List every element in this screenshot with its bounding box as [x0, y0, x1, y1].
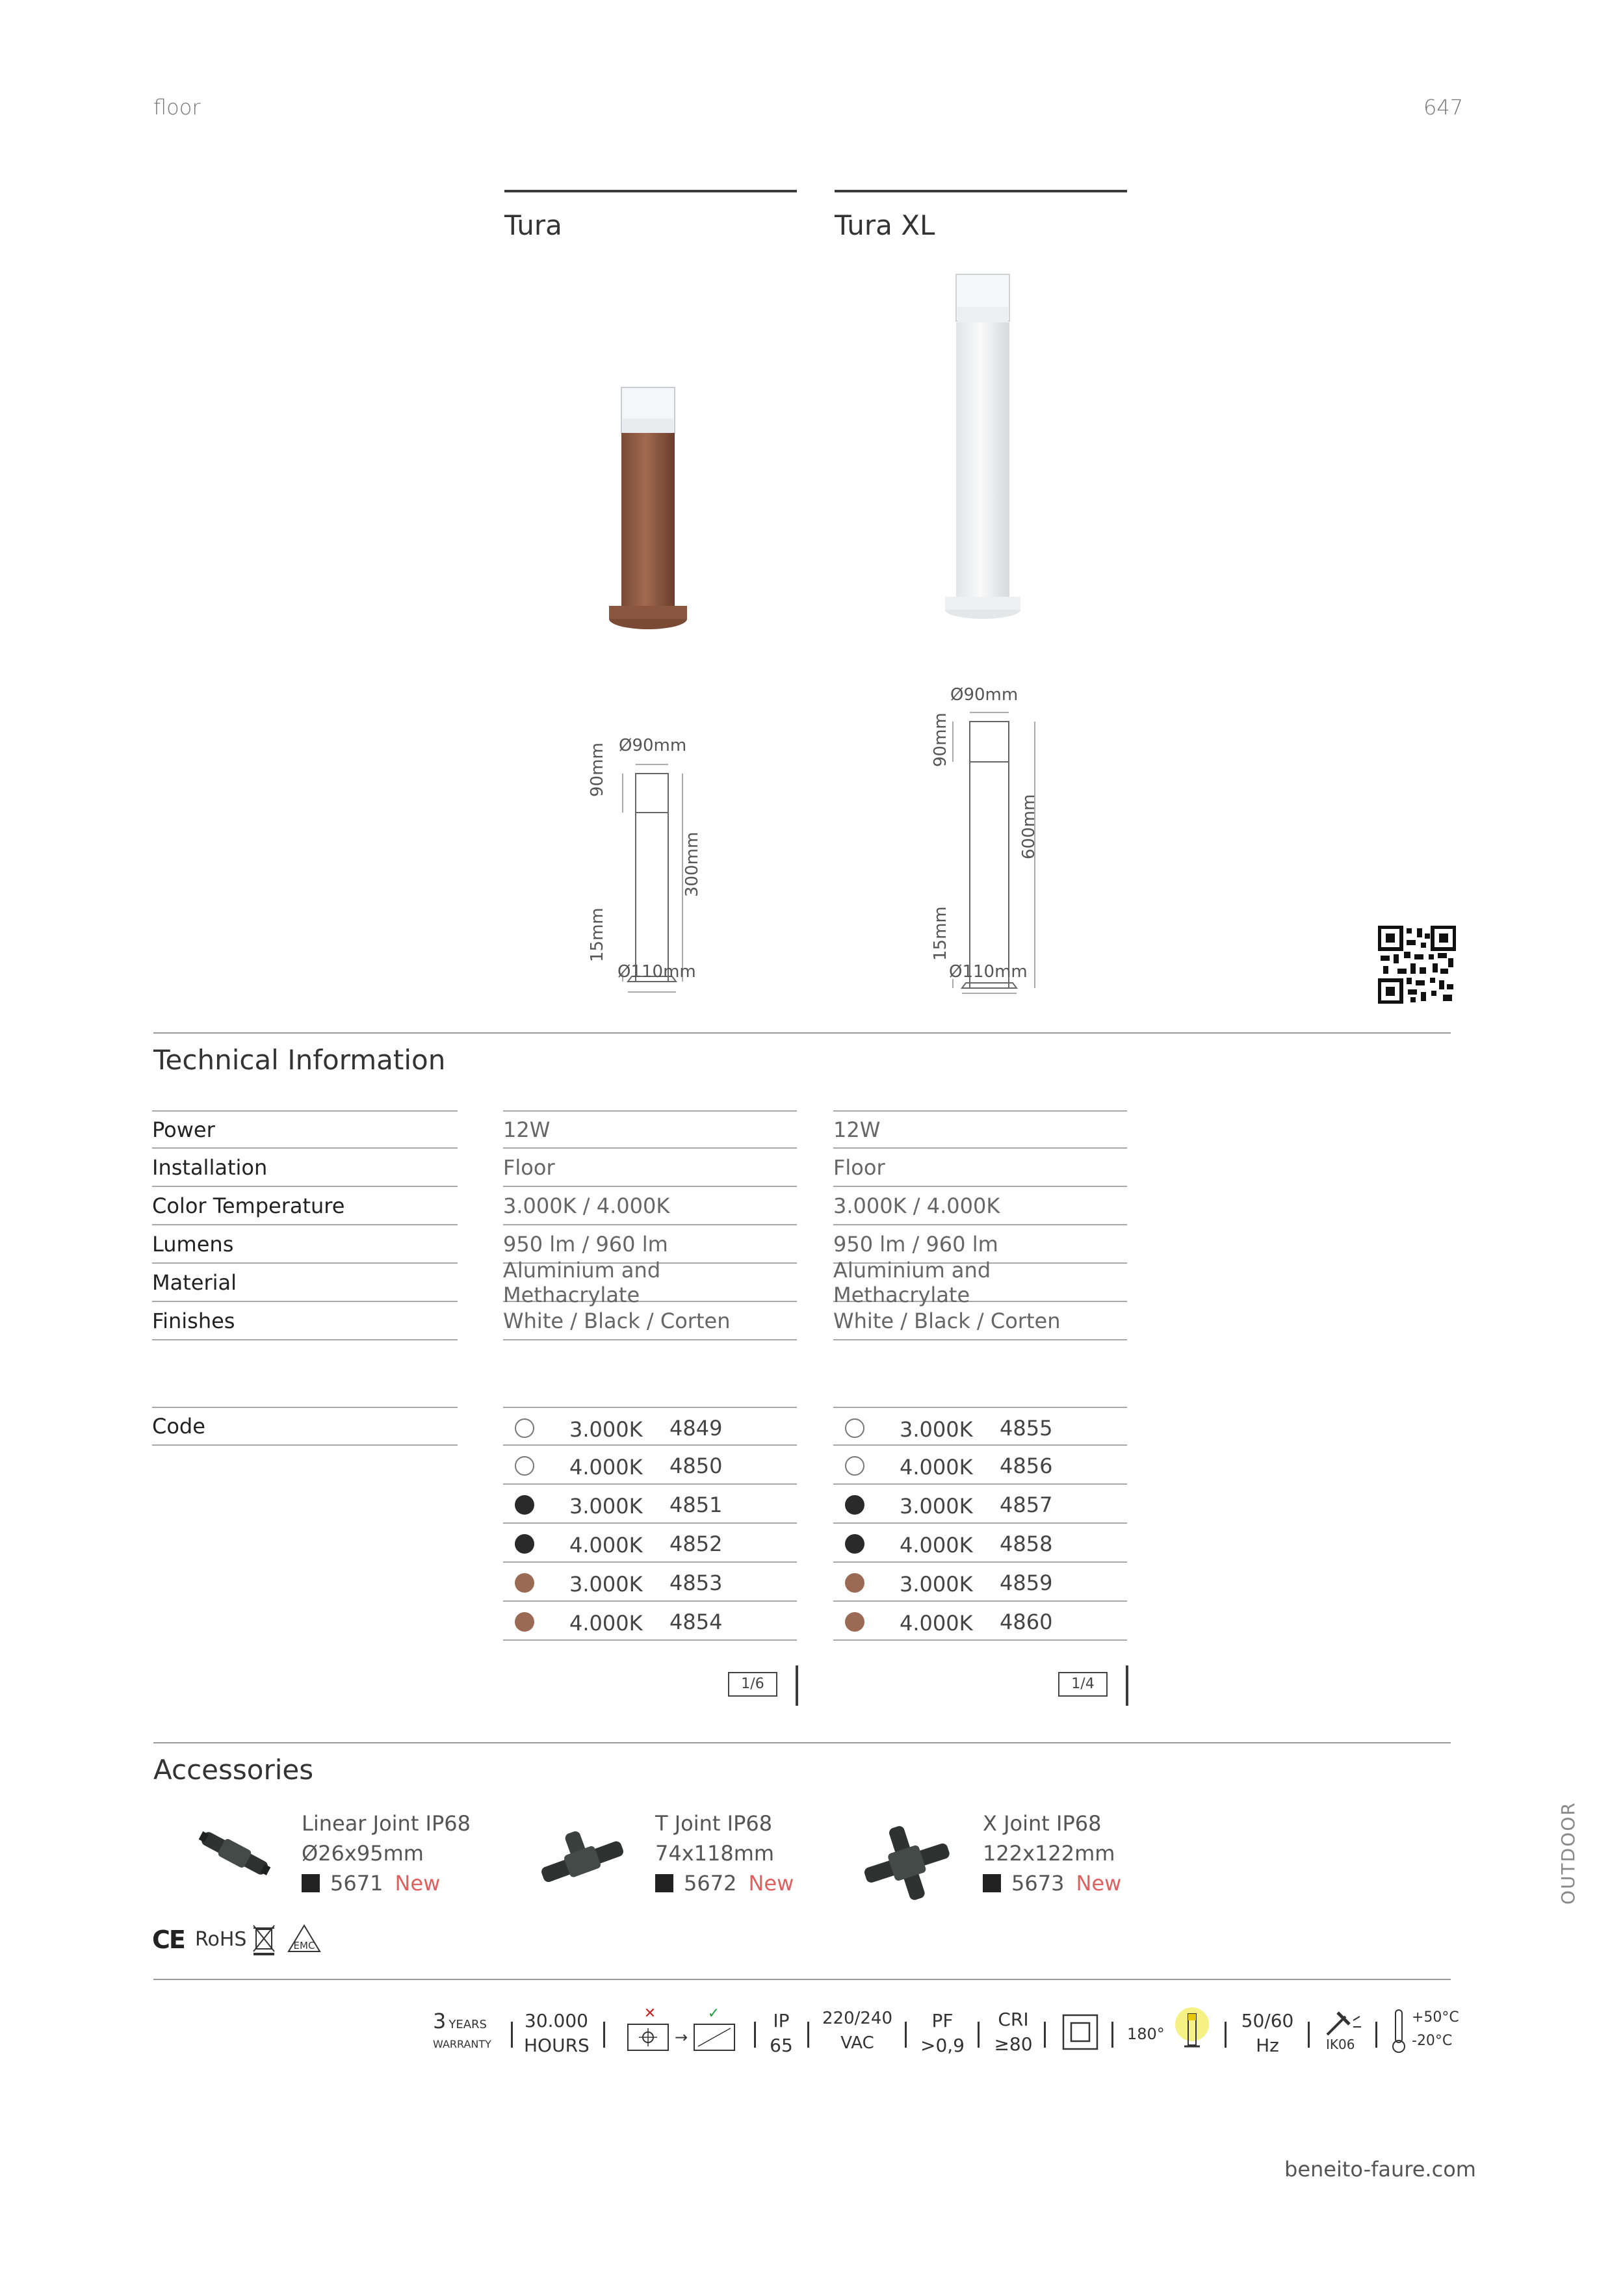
tech-row-value-cell — [503, 1187, 797, 1225]
pack-label-1: 1/6 — [728, 1672, 777, 1697]
spec-separator — [1225, 2022, 1227, 2048]
accessory-code-row-1 — [302, 1868, 471, 1898]
code-temperature: 4.000K — [900, 1455, 973, 1480]
code-temperature: 4.000K — [569, 1455, 643, 1480]
dim-head-height-2: 90mm — [931, 712, 950, 767]
tech-row-value-cell — [503, 1257, 797, 1307]
tech-value: White / Black / Corten — [833, 1308, 1061, 1333]
accessory-3 — [983, 1808, 1121, 1898]
code-number: 4859 — [1000, 1571, 1053, 1595]
tech-row-label-cell — [152, 1225, 458, 1264]
side-label-outdoor: OUTDOOR — [1557, 1801, 1579, 1905]
finish-black-icon — [515, 1495, 534, 1515]
dim-head-height-1: 90mm — [588, 742, 607, 797]
code-temperature: 3.000K — [900, 1572, 973, 1597]
code-row — [503, 1602, 797, 1641]
spec-hours — [524, 2009, 589, 2058]
product-title-2: Tura XL — [835, 209, 935, 241]
accessory-code-1: 5671 — [330, 1871, 383, 1896]
finish-corten-icon — [845, 1573, 864, 1593]
code-temperature: 4.000K — [900, 1533, 973, 1558]
pack-bar-1 — [796, 1665, 798, 1706]
divider-accessories — [153, 1742, 1451, 1743]
temp-min: -20°C — [1412, 2033, 1453, 2049]
finish-white-icon — [515, 1456, 534, 1476]
temp-max: +50°C — [1412, 2009, 1459, 2026]
page-number: 647 — [1423, 95, 1464, 120]
code-number: 4852 — [669, 1532, 723, 1556]
x-joint-icon — [858, 1820, 955, 1905]
spec-separator — [1111, 2022, 1113, 2048]
cri-bottom: ≥80 — [994, 2033, 1033, 2055]
svg-text:✕: ✕ — [643, 2005, 656, 2022]
spec-separator — [603, 2022, 605, 2048]
technical-title: Technical Information — [153, 1044, 446, 1076]
hours-bottom: HOURS — [524, 2035, 590, 2056]
footer-url-link[interactable]: beneito-faure.com — [1284, 2157, 1476, 2182]
code-row — [503, 1407, 797, 1446]
tech-row-value-cell — [503, 1110, 797, 1149]
accessory-size-3: 122x122mm — [983, 1841, 1115, 1866]
accessory-2 — [655, 1808, 794, 1898]
thermometer-icon — [1390, 2007, 1408, 2054]
accessory-size-2: 74x118mm — [655, 1841, 775, 1866]
warranty-years: YEARS — [448, 2018, 487, 2031]
ce-mark-icon: CE — [152, 1925, 185, 1954]
led-replacement-icon — [621, 2005, 741, 2057]
qr-code-icon[interactable] — [1378, 926, 1456, 1004]
dim-base-diameter-1: Ø110mm — [617, 962, 696, 982]
tech-value: Floor — [503, 1155, 555, 1180]
code-row — [503, 1446, 797, 1485]
ik-rating: IK06 — [1326, 2037, 1355, 2052]
code-row — [833, 1407, 1127, 1446]
tech-value: White / Black / Corten — [503, 1308, 731, 1333]
spec-separator — [511, 2022, 513, 2048]
emc-text: EMC — [293, 1940, 315, 1951]
tech-row-value-cell — [503, 1149, 797, 1187]
code-row — [833, 1602, 1127, 1641]
tech-row-value-cell — [833, 1110, 1127, 1149]
code-row — [833, 1524, 1127, 1563]
finish-corten-icon — [515, 1612, 534, 1632]
code-number: 4853 — [669, 1571, 723, 1595]
tech-label: Installation — [152, 1155, 268, 1180]
accessory-code-row-2 — [655, 1868, 794, 1898]
code-number: 4849 — [669, 1416, 723, 1441]
code-temperature: 4.000K — [569, 1611, 643, 1636]
svg-text:✓: ✓ — [707, 2005, 720, 2022]
new-badge-1: New — [395, 1871, 441, 1896]
pack-label-2: 1/4 — [1058, 1672, 1108, 1697]
dim-total-height-2: 600mm — [1019, 794, 1039, 859]
finish-white-icon — [845, 1418, 864, 1438]
accessory-1 — [302, 1808, 471, 1898]
code-temperature: 4.000K — [569, 1533, 643, 1558]
tech-value: 950 lm / 960 lm — [503, 1231, 668, 1257]
pf-bottom: >0,9 — [920, 2035, 965, 2056]
finish-corten-icon — [515, 1573, 534, 1593]
emc-mark-icon — [286, 1923, 322, 1955]
code-row — [833, 1485, 1127, 1524]
ip-top: IP — [773, 2010, 790, 2031]
dimension-drawing-tura — [585, 735, 754, 995]
spec-separator — [754, 2022, 756, 2048]
light-distribution-icon — [1174, 2005, 1210, 2057]
product-title-1: Tura — [504, 209, 562, 241]
black-square-icon — [655, 1874, 673, 1892]
spec-warranty — [433, 2009, 491, 2052]
spec-separator — [1375, 2022, 1377, 2048]
finish-white-icon — [845, 1456, 864, 1476]
ip-bottom: 65 — [770, 2035, 793, 2056]
t-joint-icon — [533, 1824, 630, 1896]
code-number: 4856 — [1000, 1454, 1053, 1478]
new-badge-2: New — [748, 1871, 794, 1896]
accessories-title: Accessories — [153, 1754, 314, 1786]
tech-value: 950 lm / 960 lm — [833, 1231, 998, 1257]
tech-row-label-cell — [152, 1264, 458, 1302]
spec-separator — [978, 2022, 980, 2048]
tech-label: Finishes — [152, 1308, 235, 1333]
code-temperature: 3.000K — [569, 1494, 643, 1519]
ik-impact-hammer-icon — [1323, 2009, 1362, 2037]
spec-ip — [768, 2009, 794, 2058]
linear-joint-icon — [192, 1824, 277, 1883]
tech-row-value-cell — [833, 1149, 1127, 1187]
frequency-bottom: Hz — [1256, 2035, 1279, 2056]
code-row — [833, 1446, 1127, 1485]
code-row — [503, 1524, 797, 1563]
tech-row-value-cell — [833, 1187, 1127, 1225]
finish-corten-icon — [845, 1612, 864, 1632]
spec-temperature — [1412, 2006, 1459, 2053]
tech-label: Color Temperature — [152, 1193, 345, 1218]
hours-top: 30.000 — [525, 2010, 588, 2031]
accessory-name-1: Linear Joint IP68 — [302, 1811, 471, 1836]
tech-value: Floor — [833, 1155, 885, 1180]
finish-black-icon — [845, 1495, 864, 1515]
dim-top-diameter-1: Ø90mm — [619, 736, 687, 755]
finish-black-icon — [845, 1534, 864, 1554]
code-temperature: 3.000K — [900, 1494, 973, 1519]
pack-bar-2 — [1126, 1665, 1128, 1706]
cri-top: CRI — [998, 2009, 1029, 2030]
finish-black-icon — [515, 1534, 534, 1554]
tech-value: 12W — [833, 1117, 881, 1142]
tech-row-value-cell — [503, 1302, 797, 1340]
tech-row-label-cell — [152, 1187, 458, 1225]
section-label: floor — [153, 95, 201, 120]
product-rule-2 — [835, 190, 1127, 192]
tech-label: Material — [152, 1270, 237, 1295]
code-row — [833, 1563, 1127, 1602]
accessory-size-1: Ø26x95mm — [302, 1841, 424, 1866]
spec-frequency — [1238, 2009, 1297, 2058]
product-image-tura-xl — [939, 267, 1043, 631]
code-temperature: 4.000K — [900, 1611, 973, 1636]
new-badge-3: New — [1076, 1871, 1122, 1896]
black-square-icon — [302, 1874, 320, 1892]
code-temperature: 3.000K — [900, 1417, 973, 1442]
spec-pf — [918, 2009, 967, 2058]
rohs-mark: RoHS — [195, 1928, 247, 1951]
code-temperature: 3.000K — [569, 1417, 643, 1442]
spec-cri — [991, 2007, 1036, 2057]
code-number: 4860 — [1000, 1610, 1053, 1634]
voltage-top: 220/240 — [822, 2009, 892, 2028]
tech-value: 12W — [503, 1117, 551, 1142]
tech-row-label-cell — [152, 1149, 458, 1187]
accessory-code-3: 5673 — [1011, 1871, 1065, 1896]
spec-separator — [1308, 2022, 1310, 2048]
dim-base-height-1: 15mm — [588, 907, 607, 962]
dim-base-diameter-2: Ø110mm — [949, 962, 1028, 982]
code-number: 4854 — [669, 1610, 723, 1634]
code-label-row — [152, 1407, 458, 1446]
dim-base-height-2: 15mm — [931, 906, 950, 961]
tech-row-label-cell — [152, 1110, 458, 1149]
tech-row-label-cell — [152, 1302, 458, 1340]
frequency-top: 50/60 — [1241, 2010, 1294, 2031]
spec-voltage — [822, 2006, 893, 2055]
accessory-code-row-3 — [983, 1868, 1121, 1898]
accessory-name-2: T Joint IP68 — [655, 1811, 773, 1836]
dim-total-height-1: 300mm — [682, 831, 702, 897]
voltage-bottom: VAC — [840, 2033, 874, 2053]
tech-value: 3.000K / 4.000K — [833, 1193, 1000, 1218]
class-ii-insulation-icon — [1061, 2013, 1100, 2052]
code-number: 4855 — [1000, 1416, 1053, 1441]
code-number: 4858 — [1000, 1532, 1053, 1556]
dim-top-diameter-2: Ø90mm — [950, 685, 1019, 705]
tech-value: 3.000K / 4.000K — [503, 1193, 670, 1218]
tech-label: Power — [152, 1117, 215, 1142]
spec-separator — [905, 2022, 907, 2048]
code-label: Code — [152, 1414, 205, 1439]
finish-white-icon — [515, 1418, 534, 1438]
warranty-label: WARRANTY — [433, 2038, 491, 2050]
spec-separator — [807, 2022, 809, 2048]
code-number: 4851 — [669, 1493, 723, 1517]
product-rule-1 — [504, 190, 797, 192]
code-row — [503, 1485, 797, 1524]
tech-label: Lumens — [152, 1231, 234, 1257]
product-image-tura — [598, 377, 702, 637]
code-row — [503, 1563, 797, 1602]
accessory-code-2: 5672 — [684, 1871, 737, 1896]
warranty-number: 3 — [433, 2009, 447, 2033]
tech-value: Aluminium and Methacrylate — [503, 1257, 661, 1307]
divider-specs — [153, 1979, 1451, 1980]
code-number: 4850 — [669, 1454, 723, 1478]
svg-text:→: → — [674, 2028, 688, 2046]
tech-value: Aluminium and Methacrylate — [833, 1257, 991, 1307]
code-temperature: 3.000K — [569, 1572, 643, 1597]
black-square-icon — [983, 1874, 1001, 1892]
code-number: 4857 — [1000, 1493, 1053, 1517]
tech-row-value-cell — [833, 1257, 1127, 1307]
accessory-name-3: X Joint IP68 — [983, 1811, 1102, 1836]
beam-angle-label: 180° — [1127, 2025, 1165, 2043]
pf-top: PF — [931, 2010, 954, 2031]
tech-row-value-cell — [833, 1302, 1127, 1340]
weee-bin-icon — [251, 1923, 277, 1957]
divider-technical — [153, 1032, 1451, 1034]
spec-separator — [1044, 2022, 1046, 2048]
